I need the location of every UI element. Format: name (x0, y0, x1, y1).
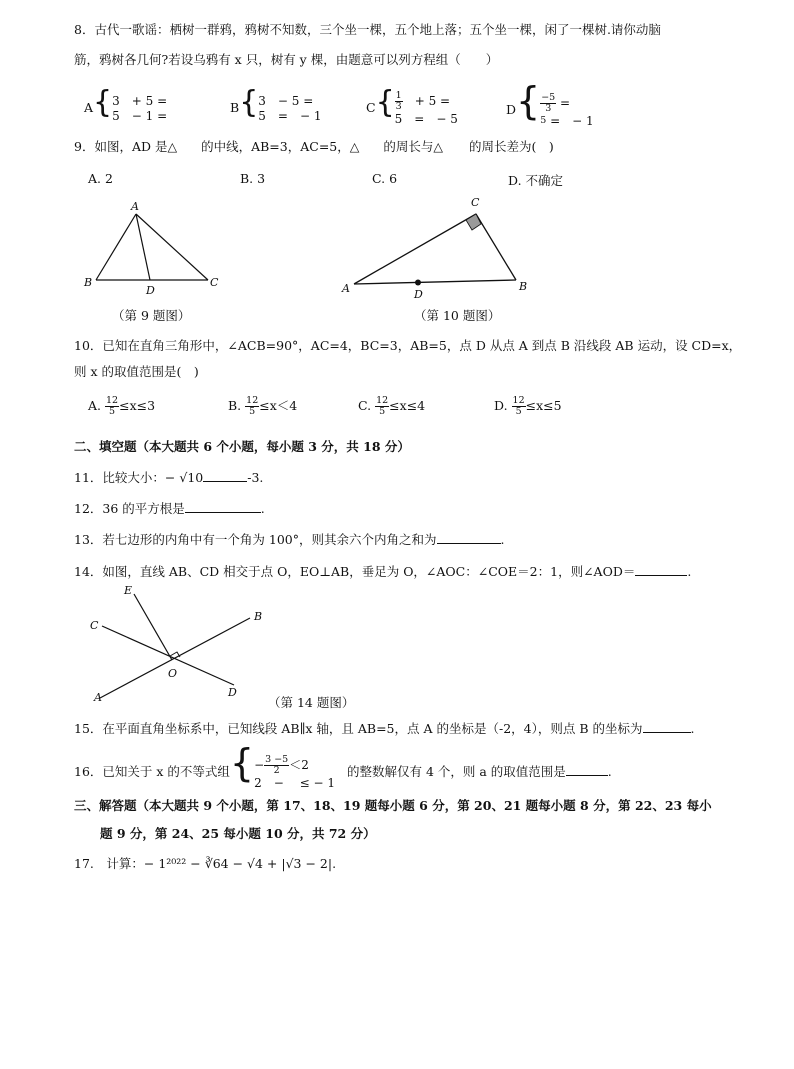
q13: 13．若七边形的内角中有一个角为 100°，则其余六个内角之和为 . (74, 532, 505, 547)
option-label: C (366, 100, 376, 115)
q8-option-a: A{ 3 + 5 = 5 − 1 = (84, 85, 168, 123)
fig10-caption: （第 10 题图） (414, 308, 501, 323)
q9-option-b: B. 3 (240, 171, 266, 186)
q9-option-c: C. 6 (372, 171, 398, 186)
figure-10-right-triangle (338, 194, 538, 304)
q10-option-a: A. $\frac{12}{5}$ ≤x≤3 (88, 395, 156, 417)
fig10-label-d: D (414, 288, 423, 301)
option-label: D (506, 102, 517, 117)
fig14-label-d: D (228, 686, 237, 699)
section3-heading-line2: 题 9 分，第 24、25 每小题 10 分，共 72 分） (100, 826, 376, 841)
fig14-label-e: E (124, 584, 133, 597)
section2-heading: 二、填空题（本大题共 6 个小题，每小题 3 分，共 18 分） (74, 439, 410, 454)
q17: 17. 计算：− 1²⁰²² − ∛64 − √4 + |√3 − 2|. (74, 856, 337, 871)
fig14-caption: （第 14 题图） (268, 695, 355, 710)
option-label: B (230, 100, 240, 115)
figure-9-triangle (80, 198, 230, 298)
fig10-label-a: A (342, 282, 350, 295)
q9-option-a: A. 2 (88, 171, 113, 186)
q11: 11．比较大小：− √10 -3. (74, 470, 264, 485)
fig14-label-c: C (90, 619, 99, 632)
q10-option-d: D. $\frac{12}{5}$ ≤x≤5 (494, 395, 562, 417)
q8-option-c: C{ $\frac{1}{3}$ + 5 = 5 = − 5 (366, 85, 458, 126)
q10-line1: 10．已知在直角三角形中，∠ACB=90°，AC=4，BC=3，AB=5，点 D 从点 A 到点 B 沿线段 AB 运动，设 CD=x， (74, 338, 742, 353)
q14: 14．如图，直线 AB、CD 相交于点 O，EO⊥AB，垂足为 O，∠AOC：∠COE＝2：1，则∠AOD＝ . (74, 564, 692, 579)
option-label: A (84, 100, 94, 115)
q10-line2: 则 x 的取值范围是( ) (74, 364, 199, 379)
q8-option-d: D{ $\frac{-5}{3}$ = 5 = − 1 (506, 79, 594, 128)
q9-stem: 9．如图，AD 是△ 的中线，AB=3，AC=5，△ 的周长与△ 的周长差为( ) (74, 139, 554, 154)
q12: 12．36 的平方根是 . (74, 501, 265, 516)
section3-heading-line1: 三、解答题（本大题共 9 个小题，第 17、18、19 题每小题 6 分，第 20、21 题每小题 8 分，第 22、23 每小 (74, 798, 712, 813)
fig9-caption: （第 9 题图） (112, 308, 191, 323)
q10-option-b: B. $\frac{12}{5}$ ≤x＜4 (228, 395, 298, 417)
q15: 15．在平面直角坐标系中，已知线段 AB∥x 轴，且 AB=5，点 A 的坐标是（-2，4），则点 B 的坐标为 . (74, 721, 695, 736)
q16: 16．已知关于 x 的不等式组{ − $\frac{3 -5}{2}$ ＜2 2 − ≤ − 1 的整数解仅有 4 个，则 a 的取值范围是 . (74, 741, 612, 790)
fig9-label-b: B (84, 276, 93, 289)
figure-14-intersecting-lines (88, 580, 278, 706)
fig9-label-c: C (210, 276, 219, 289)
q8-line2: 筋，鸦树各几何?若设乌鸦有 x 只，树有 y 棵，由题意可以列方程组（ ） (74, 52, 499, 67)
fig14-label-a: A (94, 691, 102, 704)
fig9-label-a: A (131, 200, 139, 213)
q8-option-b: B{ 3 − 5 = 5 = − 1 (230, 85, 322, 123)
fig14-label-b: B (254, 610, 263, 623)
fig10-label-c: C (471, 196, 480, 209)
fig10-label-b: B (519, 280, 528, 293)
fig9-label-d: D (146, 284, 155, 297)
q9-option-d: D. 不确定 (508, 173, 564, 188)
q10-option-c: C. $\frac{12}{5}$ ≤x≤4 (358, 395, 426, 417)
fig14-label-o: O (168, 667, 178, 680)
q8-line1: 8．古代一歌谣：栖树一群鸦，鸦树不知数，三个坐一棵，五个地上落；五个坐一棵，闲了一棵树.请你动脑 (74, 22, 661, 37)
